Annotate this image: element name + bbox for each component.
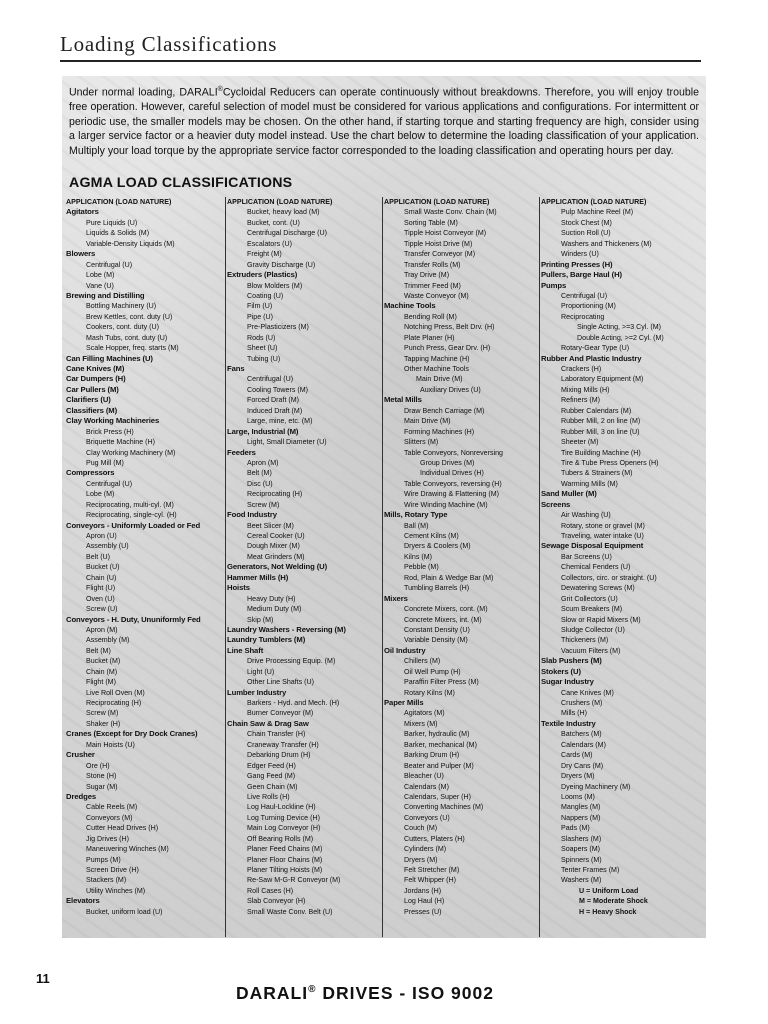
application-entry: Wire Drawing & Flattening (M) [404,490,500,499]
application-entry: Concrete Mixers, cont. (M) [404,605,488,614]
application-entry: Centrifugal Discharge (U) [247,229,328,238]
application-entry: Rubber Mill, 3 on line (U) [561,427,640,436]
application-entry: Vacuum Filters (M) [561,646,621,655]
application-entry: Mills (H) [561,709,588,718]
application-entry: Maneuvering Winches (M) [86,845,169,854]
application-entry: Dough Mixer (M) [247,542,300,551]
category-heading: Can Filling Machines (U) [66,353,153,363]
application-entry: Beet Slicer (M) [247,521,294,530]
application-entry: Barking Drum (H) [404,751,460,760]
application-entry: Other Machine Tools [404,365,469,373]
application-entry: Calendars, Super (H) [404,792,472,801]
intro-paragraph [69,83,699,159]
application-entry: Pumps (M) [86,855,121,864]
application-entry: Washers and Thickeners (M) [561,239,652,248]
application-entry: Mangles (M) [561,803,601,812]
application-entry: Debarking Drum (H) [247,751,311,760]
application-entry: Small Waste Conv. Chain (M) [404,208,497,217]
application-entry: Reciprocating [561,312,605,321]
classification-column-2 [225,197,381,937]
application-entry: Vane (U) [86,281,114,290]
application-entry: Forming Machines (H) [404,427,475,436]
category-heading: Hammer Mills (H) [227,572,289,582]
application-entry: Edger Feed (H) [247,761,296,770]
application-entry: Freight (M) [247,250,282,259]
application-entry: Bleacher (U) [404,772,444,781]
application-entry: Chain Transfer (H) [247,730,306,739]
category-heading: Blowers [66,249,96,259]
application-entry: Conveyors (M) [86,813,133,822]
application-entry: Mixers (M) [404,719,438,728]
page-title: Loading Classifications [60,32,278,56]
application-entry: Bucket, cont. (U) [247,218,300,227]
application-entry: Pre-Plasticizers (M) [247,323,309,332]
category-heading: Clay Working Machineries [66,416,160,426]
application-entry: Crushers (M) [561,699,603,707]
category-heading: Sand Muller (M) [541,489,597,499]
application-entry: Oil Well Pump (H) [404,667,461,676]
application-entry: Presses (U) [404,907,442,916]
application-entry: Assembly (U) [86,542,129,551]
footer-brand-name: DARALI [236,983,309,1003]
category-heading: Car Pullers (M) [66,384,119,394]
application-entry: Pug Mill (M) [86,458,124,467]
application-entry: Spinners (M) [561,855,602,864]
application-entry: Live Roll Oven (M) [86,688,145,697]
application-entry: Screen Drive (H) [86,866,139,874]
column-header: APPLICATION (LOAD NATURE) [227,198,333,206]
application-entry: Wire Winding Machine (M) [404,500,488,509]
application-entry: Flight (U) [86,584,116,593]
application-entry: Light (U) [247,667,275,676]
application-entry: Tire Building Machine (H) [561,448,641,457]
application-entry: Crackers (H) [561,365,602,373]
application-entry: Film (U) [247,302,273,311]
category-heading: Slab Pushers (M) [541,656,602,666]
application-entry: Soapers (M) [561,845,601,854]
application-entry: Bucket, heavy load (M) [247,208,320,217]
category-heading: Screens [541,499,571,509]
application-entry: Air Washing (U) [561,511,611,520]
application-entry: Ore (H) [86,761,110,770]
application-entry: Looms (M) [561,792,595,801]
application-entry: Rubber Calendars (M) [561,406,632,415]
category-heading: Pumps [541,280,567,290]
application-entry: Pipe (U) [247,312,274,321]
application-entry: Drive Processing Equip. (M) [247,657,336,666]
content-panel [62,76,706,938]
application-entry: Medium Duty (M) [247,605,302,614]
category-heading: Fans [227,364,245,373]
application-entry: Light, Small Diameter (U) [247,438,327,447]
application-entry: Lobe (M) [86,490,115,499]
application-entry: Gravity Discharge (U) [247,260,316,269]
application-entry: Sheeter (M) [561,438,599,447]
application-entry: Main Drive (M) [416,375,463,384]
application-entry: Table Conveyors, reversing (H) [404,479,502,488]
application-entry: Laboratory Equipment (M) [561,375,644,384]
application-entry: Mash Tubs, cont. duty (U) [86,333,168,342]
application-entry: Transfer Conveyor (M) [404,250,476,259]
category-heading: Classifiers (M) [66,405,118,415]
application-entry: Group Drives (M) [420,458,475,467]
category-heading: Sugar Industry [541,677,594,687]
application-entry: Rod, Plain & Wedge Bar (M) [404,573,494,582]
application-entry: Log Turning Device (H) [247,813,320,822]
application-entry: Dryers & Coolers (M) [404,542,471,551]
category-heading: Dredges [66,791,97,801]
application-entry: Suction Roll (U) [561,229,611,238]
application-entry: Agitators (M) [404,709,445,718]
application-entry: Tipple Hoist Drive (M) [404,239,473,248]
application-entry: Felt Whipper (H) [404,876,457,885]
application-entry: Tray Drive (M) [404,271,450,280]
application-entry: Cement Kilns (M) [404,532,459,540]
category-heading: Hoists [227,583,250,593]
application-entry: Other Line Shafts (U) [247,678,315,687]
application-entry: Flight (M) [86,678,116,687]
category-heading: Stokers (U) [541,666,581,676]
category-heading: Cane Knives (M) [66,364,125,373]
application-entry: Converting Machines (M) [404,803,484,812]
application-entry: Belt (M) [247,469,272,478]
application-entry: Forced Draft (M) [247,396,300,405]
application-entry: Bottling Machinery (U) [86,302,157,311]
application-entry: Oven (U) [86,594,115,603]
application-entry: Collectors, circ. or straight. (U) [561,573,657,582]
application-entry: Planer Tilting Hoists (M) [247,866,323,874]
category-heading: Machine Tools [384,301,436,311]
application-entry: Dryers (M) [404,855,438,864]
category-heading: Agitators [66,207,99,217]
application-entry: Table Conveyors, Nonreversing [404,448,503,457]
application-entry: Nappers (M) [561,813,601,822]
application-entry: Coating (U) [247,291,284,300]
application-entry: Dry Cans (M) [561,761,604,770]
application-entry: Trimmer Feed (M) [404,281,461,290]
application-entry: Cutters, Platers (H) [404,834,465,843]
application-entry: Centrifugal (U) [561,291,608,300]
registered-mark: ® [217,86,223,93]
application-entry: Dyeing Machinery (M) [561,782,631,791]
application-entry: Scale Hopper, freq. starts (M) [86,344,179,353]
application-entry: Beater and Pulper (M) [404,761,474,770]
application-entry: Disc (U) [247,479,273,488]
application-entry: Traveling, water intake (U) [561,532,644,540]
application-entry: Brew Kettles, cont. duty (U) [86,312,173,321]
application-entry: Main Log Conveyor (H) [247,824,321,833]
category-heading: Conveyors - Uniformly Loaded or Fed [66,520,201,530]
category-heading: Car Dumpers (H) [66,374,126,384]
application-entry: Centrifugal (U) [86,260,133,269]
application-entry: Cable Reels (M) [86,803,138,812]
application-entry: Tenter Frames (M) [561,866,620,874]
application-entry: Pure Liquids (U) [86,218,138,227]
application-entry: Paraffin Filter Press (M) [404,678,479,687]
application-entry: Screw (M) [86,709,119,718]
application-entry: Sludge Collector (U) [561,625,625,634]
application-entry: Brick Press (H) [86,427,134,436]
application-entry: Clay Working Machinery (M) [86,448,176,457]
application-entry: Variable Density (M) [404,636,468,645]
application-entry: Constant Density (U) [404,625,470,634]
application-entry: Shaker (H) [86,719,121,728]
application-entry: Sorting Table (M) [404,218,458,227]
application-entry: Rubber Mill, 2 on line (M) [561,417,641,426]
category-heading: Oil Industry [384,645,426,655]
application-entry: Lobe (M) [86,271,115,280]
application-entry: Punch Press, Gear Drv. (H) [404,344,491,353]
intro-text-start: Under normal loading, DARALI [69,86,218,99]
application-entry: Rotary, stone or gravel (M) [561,521,645,530]
application-entry: Craneway Transfer (H) [247,740,319,749]
application-entry: Bar Screens (U) [561,552,612,561]
application-entry: Off Bearing Rolls (M) [247,834,314,843]
application-entry: Reciprocating (H) [247,490,303,499]
category-heading: Lumber Industry [227,687,287,697]
application-entry: Stone (H) [86,772,117,781]
application-entry: Warming Mills (M) [561,479,618,488]
application-entry: Single Acting, >=3 Cyl. (M) [577,323,661,332]
application-entry: Planer Floor Chains (M) [247,855,323,864]
application-entry: Tumbling Barrels (H) [404,584,470,593]
application-entry: Refiners (M) [561,396,601,405]
application-entry: Utility Winches (M) [86,886,146,895]
application-entry: Chain (M) [86,667,118,676]
application-entry: Mixing Mills (H) [561,385,610,394]
classification-column-3 [382,197,538,937]
category-heading: Pullers, Barge Haul (H) [541,270,623,280]
application-entry: Chain (U) [86,573,117,582]
application-entry: Slow or Rapid Mixers (M) [561,615,641,624]
application-entry: Calendars (M) [404,782,449,791]
application-entry: Heavy Duty (H) [247,594,296,603]
application-entry: Tubing (U) [247,354,281,363]
application-entry: Cooling Towers (M) [247,385,308,394]
application-entry: Slitters (M) [404,438,439,447]
application-entry: Reciprocating (H) [86,699,142,707]
application-entry: Plate Planer (H) [404,333,455,342]
application-entry: Briquette Machine (H) [86,438,155,447]
application-entry: Apron (U) [86,532,117,540]
application-entry: Log Haul-Lockline (H) [247,803,316,812]
legend-entry: M = Moderate Shock [579,897,648,906]
category-heading: Paper Mills [384,698,424,707]
application-entry: Grit Collectors (U) [561,594,618,603]
application-entry: Geen Chain (M) [247,782,298,791]
legend-entry: U = Uniform Load [579,886,639,895]
application-entry: Apron (M) [247,458,279,467]
application-entry: Cane Knives (M) [561,688,614,697]
application-entry: Large, mine, etc. (M) [247,417,313,426]
application-entry: Cookers, cont. duty (U) [86,323,159,332]
category-heading: Compressors [66,468,115,478]
category-heading: Chain Saw & Drag Saw [227,718,309,728]
footer-registered-mark: ® [308,984,317,996]
application-entry: Barkers - Hyd. and Mech. (H) [247,699,340,707]
column-header: APPLICATION (LOAD NATURE) [384,198,490,206]
category-heading: Sewage Disposal Equipment [541,541,644,551]
application-entry: Chillers (M) [404,657,441,666]
application-entry: Centrifugal (U) [86,479,133,488]
application-entry: Stock Chest (M) [561,218,612,227]
application-entry: Proportioning (M) [561,302,616,311]
application-entry: Log Haul (H) [404,897,445,906]
application-entry: Live Rolls (H) [247,792,290,801]
application-entry: Belt (U) [86,552,111,561]
application-entry: Blow Molders (M) [247,281,303,290]
application-entry: Winders (U) [561,250,599,259]
application-entry: Meat Grinders (M) [247,552,305,561]
application-entry: Bucket (M) [86,657,121,666]
legend-entry: H = Heavy Shock [579,907,637,916]
application-entry: Variable-Density Liquids (M) [86,239,175,248]
application-entry: Sugar (M) [86,782,118,791]
category-heading: Laundry Washers - Reversing (M) [227,624,346,634]
category-heading: Textile Industry [541,718,596,728]
application-entry: Planer Feed Chains (M) [247,845,323,854]
category-heading: Extruders (Plastics) [227,270,298,280]
category-heading: Elevators [66,896,100,906]
application-entry: Felt Stretcher (M) [404,866,460,874]
category-heading: Line Shaft [227,645,264,655]
application-entry: Draw Bench Carriage (M) [404,406,485,415]
application-entry: Notching Press, Belt Drv. (H) [404,323,495,332]
application-entry: Tire & Tube Press Openers (H) [561,458,659,467]
page-number: 11 [36,971,50,986]
category-heading: Generators, Not Welding (U) [227,562,328,572]
application-entry: Main Drive (M) [404,417,451,426]
application-entry: Gang Feed (M) [247,772,296,781]
application-entry: Scum Breakers (M) [561,605,623,614]
application-entry: Kilns (M) [404,552,432,561]
category-heading: Laundry Tumblers (M) [227,635,306,645]
application-entry: Couch (M) [404,824,438,833]
application-entry: Skip (M) [247,615,274,624]
application-entry: Calendars (M) [561,740,606,749]
category-heading: Metal Mills [384,395,422,405]
application-entry: Assembly (M) [86,636,130,645]
category-heading: Large, Industrial (M) [227,426,299,436]
application-entry: Jig Drives (H) [86,834,129,843]
footer-brand-rest: DRIVES - ISO 9002 [316,983,494,1003]
application-entry: Tapping Machine (H) [404,354,470,363]
application-entry: Ball (M) [404,521,429,530]
application-entry: Pads (M) [561,824,590,833]
application-entry: Washers (M) [561,876,602,885]
application-entry: Roll Cases (H) [247,886,294,895]
application-entry: Concrete Mixers, int. (M) [404,615,482,624]
application-entry: Reciprocating, multi-cyl. (M) [86,500,174,509]
application-entry: Sheet (U) [247,344,278,353]
application-entry: Chemical Fenders (U) [561,563,631,572]
application-entry: Barker, hydraulic (M) [404,730,470,739]
application-entry: Belt (M) [86,646,111,655]
application-entry: Re-Saw M-G-R Conveyor (M) [247,876,341,885]
application-entry: Dryers (M) [561,772,595,781]
classification-column-1 [66,197,222,917]
application-entry: Centrifugal (U) [247,375,294,384]
application-entry: Conveyors (U) [404,813,450,822]
application-entry: Cylinders (M) [404,845,447,854]
category-heading: Crusher [66,750,95,760]
application-entry: Pebble (M) [404,563,439,572]
application-entry: Thickeners (M) [561,636,609,645]
column-header: APPLICATION (LOAD NATURE) [66,198,172,206]
table-title: AGMA LOAD CLASSIFICATIONS [69,175,293,191]
application-entry: Bending Roll (M) [404,312,457,321]
application-entry: Tipple Hoist Conveyor (M) [404,229,487,238]
category-heading: Food Industry [227,510,277,520]
application-entry: Bucket (U) [86,563,120,572]
application-entry: Screw (M) [247,500,280,509]
application-entry: Liquids & Solids (M) [86,229,150,238]
category-heading: Printing Presses (H) [541,259,613,269]
intro-text-rest: Cycloidal Reducers can operate continuously without breakdowns. Therefore, you will enjoy trouble free operation. However, careful selection of model must be considered for various applications and configurations. For intermittent or periodic use, the smaller models may be chosen. On the other hand, if starting torque and starting frequency are high, consider using a larger service factor or a heavier duty model instead. Use the chart below to determine the loading classification of your application. Multiply your load torque by the appropriate service factor corresponded to the loading classification and operating hours per day. [69,86,699,157]
application-entry: Batchers (M) [561,730,602,739]
application-entry: Dewatering Screws (M) [561,584,635,593]
footer-brand [236,983,494,1004]
category-heading: Cranes (Except for Dry Dock Cranes) [66,729,198,739]
application-entry: Burner Conveyor (M) [247,709,314,718]
application-entry: Apron (M) [86,625,118,634]
application-entry: Main Hoists (U) [86,740,135,749]
category-heading: Mills, Rotary Type [384,510,448,520]
application-entry: Waste Conveyor (M) [404,291,469,300]
application-entry: Bucket, uniform load (U) [86,907,163,916]
category-heading: Clarifiers (U) [66,395,111,405]
application-entry: Reciprocating, single-cyl. (H) [86,511,177,520]
application-entry: Slashers (M) [561,834,602,843]
category-heading: Brewing and Distilling [66,290,145,300]
application-entry: Barker, mechanical (M) [404,740,477,749]
category-heading: Feeders [227,447,256,457]
application-entry: Double Acting, >=2 Cyl. (M) [577,333,664,342]
category-heading: Conveyors - H. Duty, Ununiformly Fed [66,614,201,624]
application-entry: Rotary-Gear Type (U) [561,344,630,353]
application-entry: Cereal Cooker (U) [247,532,305,540]
application-entry: Rods (U) [247,333,276,342]
title-divider [60,60,701,62]
application-entry: Screw (U) [86,605,118,614]
application-entry: Escalators (U) [247,239,292,248]
application-entry: Slab Conveyor (H) [247,897,306,906]
application-entry: Pulp Machine Reel (M) [561,208,634,217]
application-entry: Jordans (H) [404,886,442,895]
application-entry: Individual Drives (H) [420,469,484,478]
category-heading: Rubber And Plastic Industry [541,353,642,363]
category-heading: Mixers [384,593,408,603]
application-entry: Rotary Kilns (M) [404,688,455,697]
application-entry: Stackers (M) [86,876,127,885]
application-entry: Cards (M) [561,751,593,760]
column-header: APPLICATION (LOAD NATURE) [541,198,647,206]
application-entry: Transfer Rolls (M) [404,260,461,269]
classification-column-4 [539,197,695,937]
application-entry: Tubers & Strainers (M) [561,469,633,478]
application-entry: Cutter Head Drives (H) [86,824,159,833]
application-entry: Small Waste Conv. Belt (U) [247,907,333,916]
application-entry: Induced Draft (M) [247,406,303,415]
application-entry: Auxiliary Drives (U) [420,385,481,394]
